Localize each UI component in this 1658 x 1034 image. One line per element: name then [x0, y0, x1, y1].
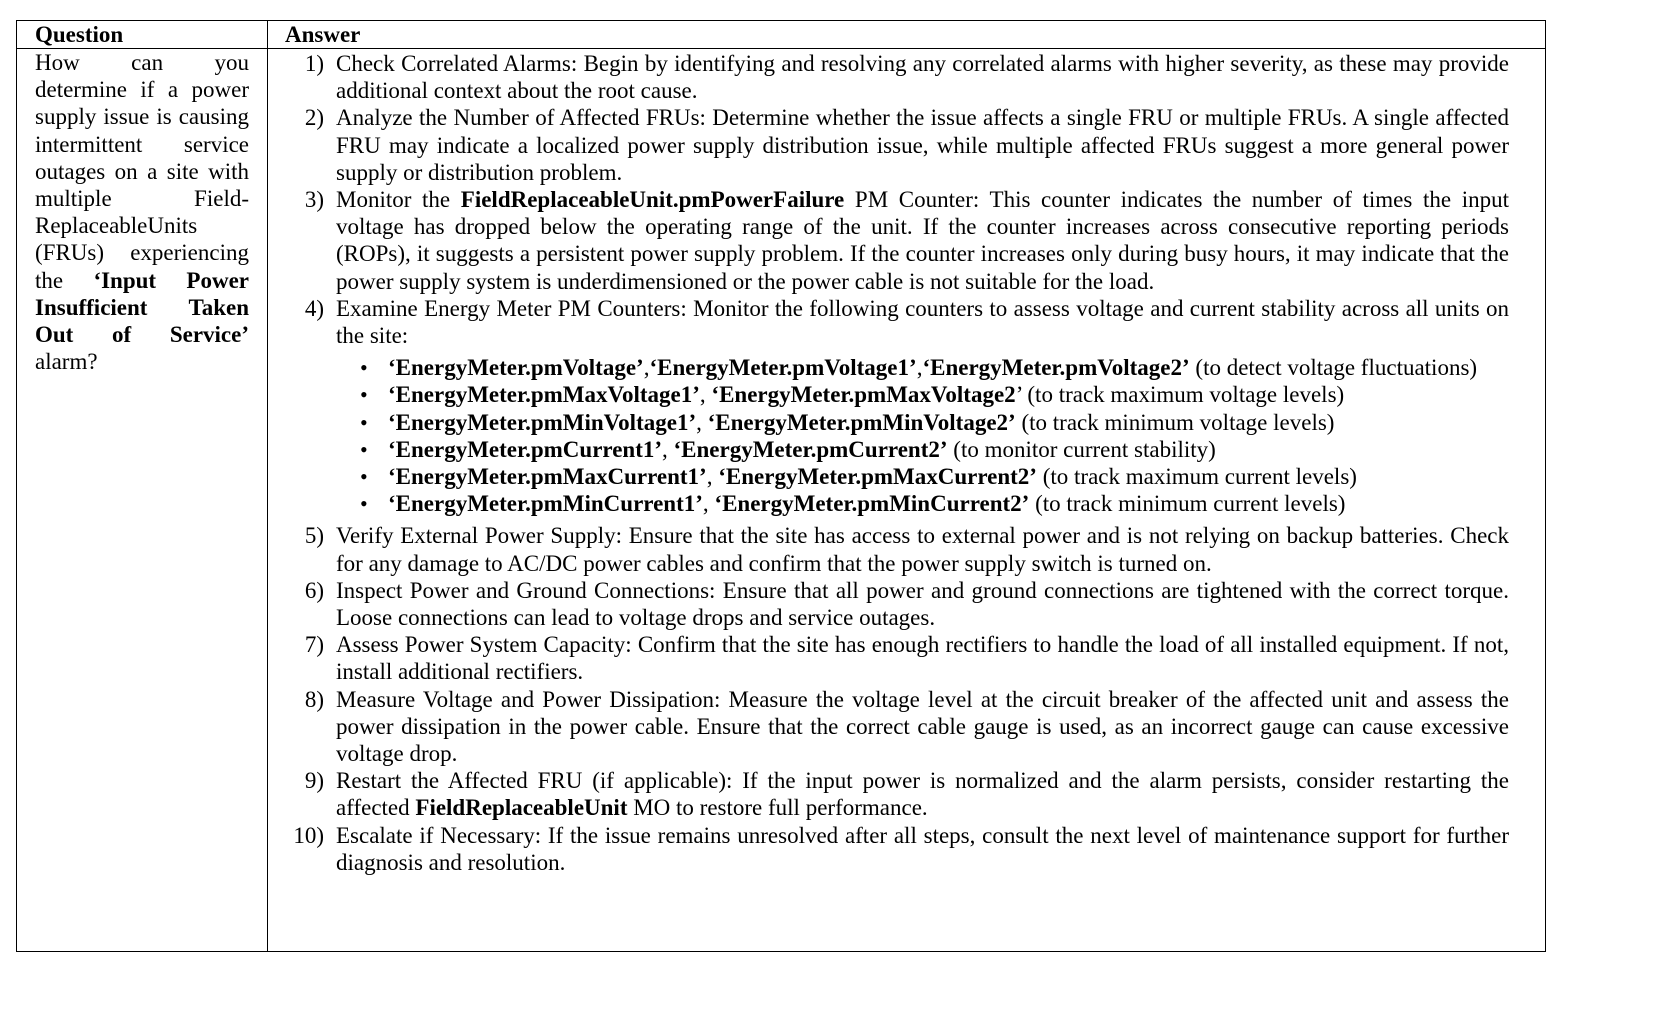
step-item: 9) Restart the Affected FRU (if applicable): If the input power is normalized and the alarm persists, consider restarting the affected FieldReplaceableUnit MO to restore full performance.: [304, 768, 1509, 821]
steps-list: [284, 50, 1509, 876]
alarm-name: ‘Input Power Insufficient Taken Out of Service’: [35, 267, 249, 348]
counter-item: • ‘EnergyMeter.pmMaxCurrent1’, ‘EnergyMeter.pmMaxCurrent2’ (to track maximum current levels): [360, 464, 1357, 490]
step-item: 1) Check Correlated Alarms: Begin by identifying and resolving any correlated alarms with higher severity, as these may provide additional context about the root cause.: [304, 51, 1509, 104]
question-text-end: alarm?: [35, 349, 98, 375]
question-text: How can you determine if a power supply issue is causing intermittent service outages on a site with multiple Field-ReplaceableUnits (FRUs) experiencing the: [35, 50, 249, 293]
answer-header: Answer: [285, 22, 361, 47]
step-item: 10) Escalate if Necessary: If the issue remains unresolved after all steps, consult the next level of maintenance support for further diagnosis and resolution.: [293, 822, 1509, 875]
counter-item: • ‘EnergyMeter.pmMinCurrent1’, ‘EnergyMeter.pmMinCurrent2’ (to track minimum current levels): [360, 491, 1346, 517]
step-item: 6) Inspect Power and Ground Connections: Ensure that all power and ground connections are tightened with the correct torque. Loose connections can lead to voltage drops and service outages.: [304, 577, 1509, 631]
counter-item: • ‘EnergyMeter.pmCurrent1’, ‘EnergyMeter.pmCurrent2’ (to monitor current stability): [360, 436, 1216, 462]
counter-item: • ‘EnergyMeter.pmMinVoltage1’, ‘EnergyMeter.pmMinVoltage2’ (to track minimum voltage levels): [360, 409, 1335, 435]
step-item: 3) Monitor the FieldReplaceableUnit.pmPowerFailure PM Counter: This counter indicates the number of times the input voltage has dropped below the operating range of the unit. If the counter increases across consecutive reporting periods (ROPs), it suggests a persistent power supply problem. If the counter increases only during busy hours, it may indicate that the power supply system is underdimensioned or the power cable is not suitable for the load.: [304, 187, 1509, 294]
counter-list: [336, 354, 1509, 517]
column-divider: [267, 21, 268, 951]
step-item: 4) Examine Energy Meter PM Counters: Monitor the following counters to assess voltage and current stability across all units on the site: • ‘EnergyMeter.pmVoltage’,‘EnergyMeter.pmVoltage1’,‘EnergyMeter.pmVoltage2’ (to detect voltage fluctuations) • ‘EnergyMeter.pmMaxVoltage1’, ‘EnergyMeter.pmMaxVoltage2’ (to track maximum voltage levels) • ‘EnergyMeter.pmMinVoltage1’, ‘EnergyMeter.pmMinVoltage2’ (to track minimum voltage levels) • ‘EnergyMeter.pmCurrent1’, ‘EnergyMeter.pmCurrent2’ (to monitor current stability) • ‘EnergyMeter.pmMaxCurrent1’, ‘EnergyMeter.pmMaxCurrent2’ (to track maximum current levels) • ‘EnergyMeter.pmMinCurrent1’, ‘EnergyMeter.pmMinCurrent2’ (to track minimum current levels): [304, 295, 1509, 517]
answer-cell: [284, 50, 1509, 876]
step-item: 8) Measure Voltage and Power Dissipation: Measure the voltage level at the circuit breaker of the affected unit and assess the power dissipation in the power cable. Ensure that the correct cable gauge is used, as an incorrect gauge can cause excessive voltage drop.: [304, 686, 1509, 767]
step-item: 7) Assess Power System Capacity: Confirm that the site has enough rectifiers to handle the load of all installed equipment. If not, install additional rectifiers.: [304, 632, 1509, 685]
step-item: 5) Verify External Power Supply: Ensure that the site has access to external power and is not relying on backup batteries. Check for any damage to AC/DC power cables and confirm that the power supply switch is turned on.: [304, 523, 1509, 576]
counter-item: • ‘EnergyMeter.pmVoltage’,‘EnergyMeter.pmVoltage1’,‘EnergyMeter.pmVoltage2’ (to detect voltage fluctuations): [360, 355, 1478, 381]
counter-item: • ‘EnergyMeter.pmMaxVoltage1’, ‘EnergyMeter.pmMaxVoltage2’ (to track maximum voltage levels): [360, 382, 1345, 408]
question-cell: [35, 49, 249, 375]
question-header: Question: [35, 22, 124, 47]
step-item: 2) Analyze the Number of Affected FRUs: Determine whether the issue affects a single FRU or multiple FRUs. A single affected FRU may indicate a localized power supply distribution issue, while multiple affected FRUs suggest a more general power supply or distribution problem.: [304, 105, 1509, 185]
